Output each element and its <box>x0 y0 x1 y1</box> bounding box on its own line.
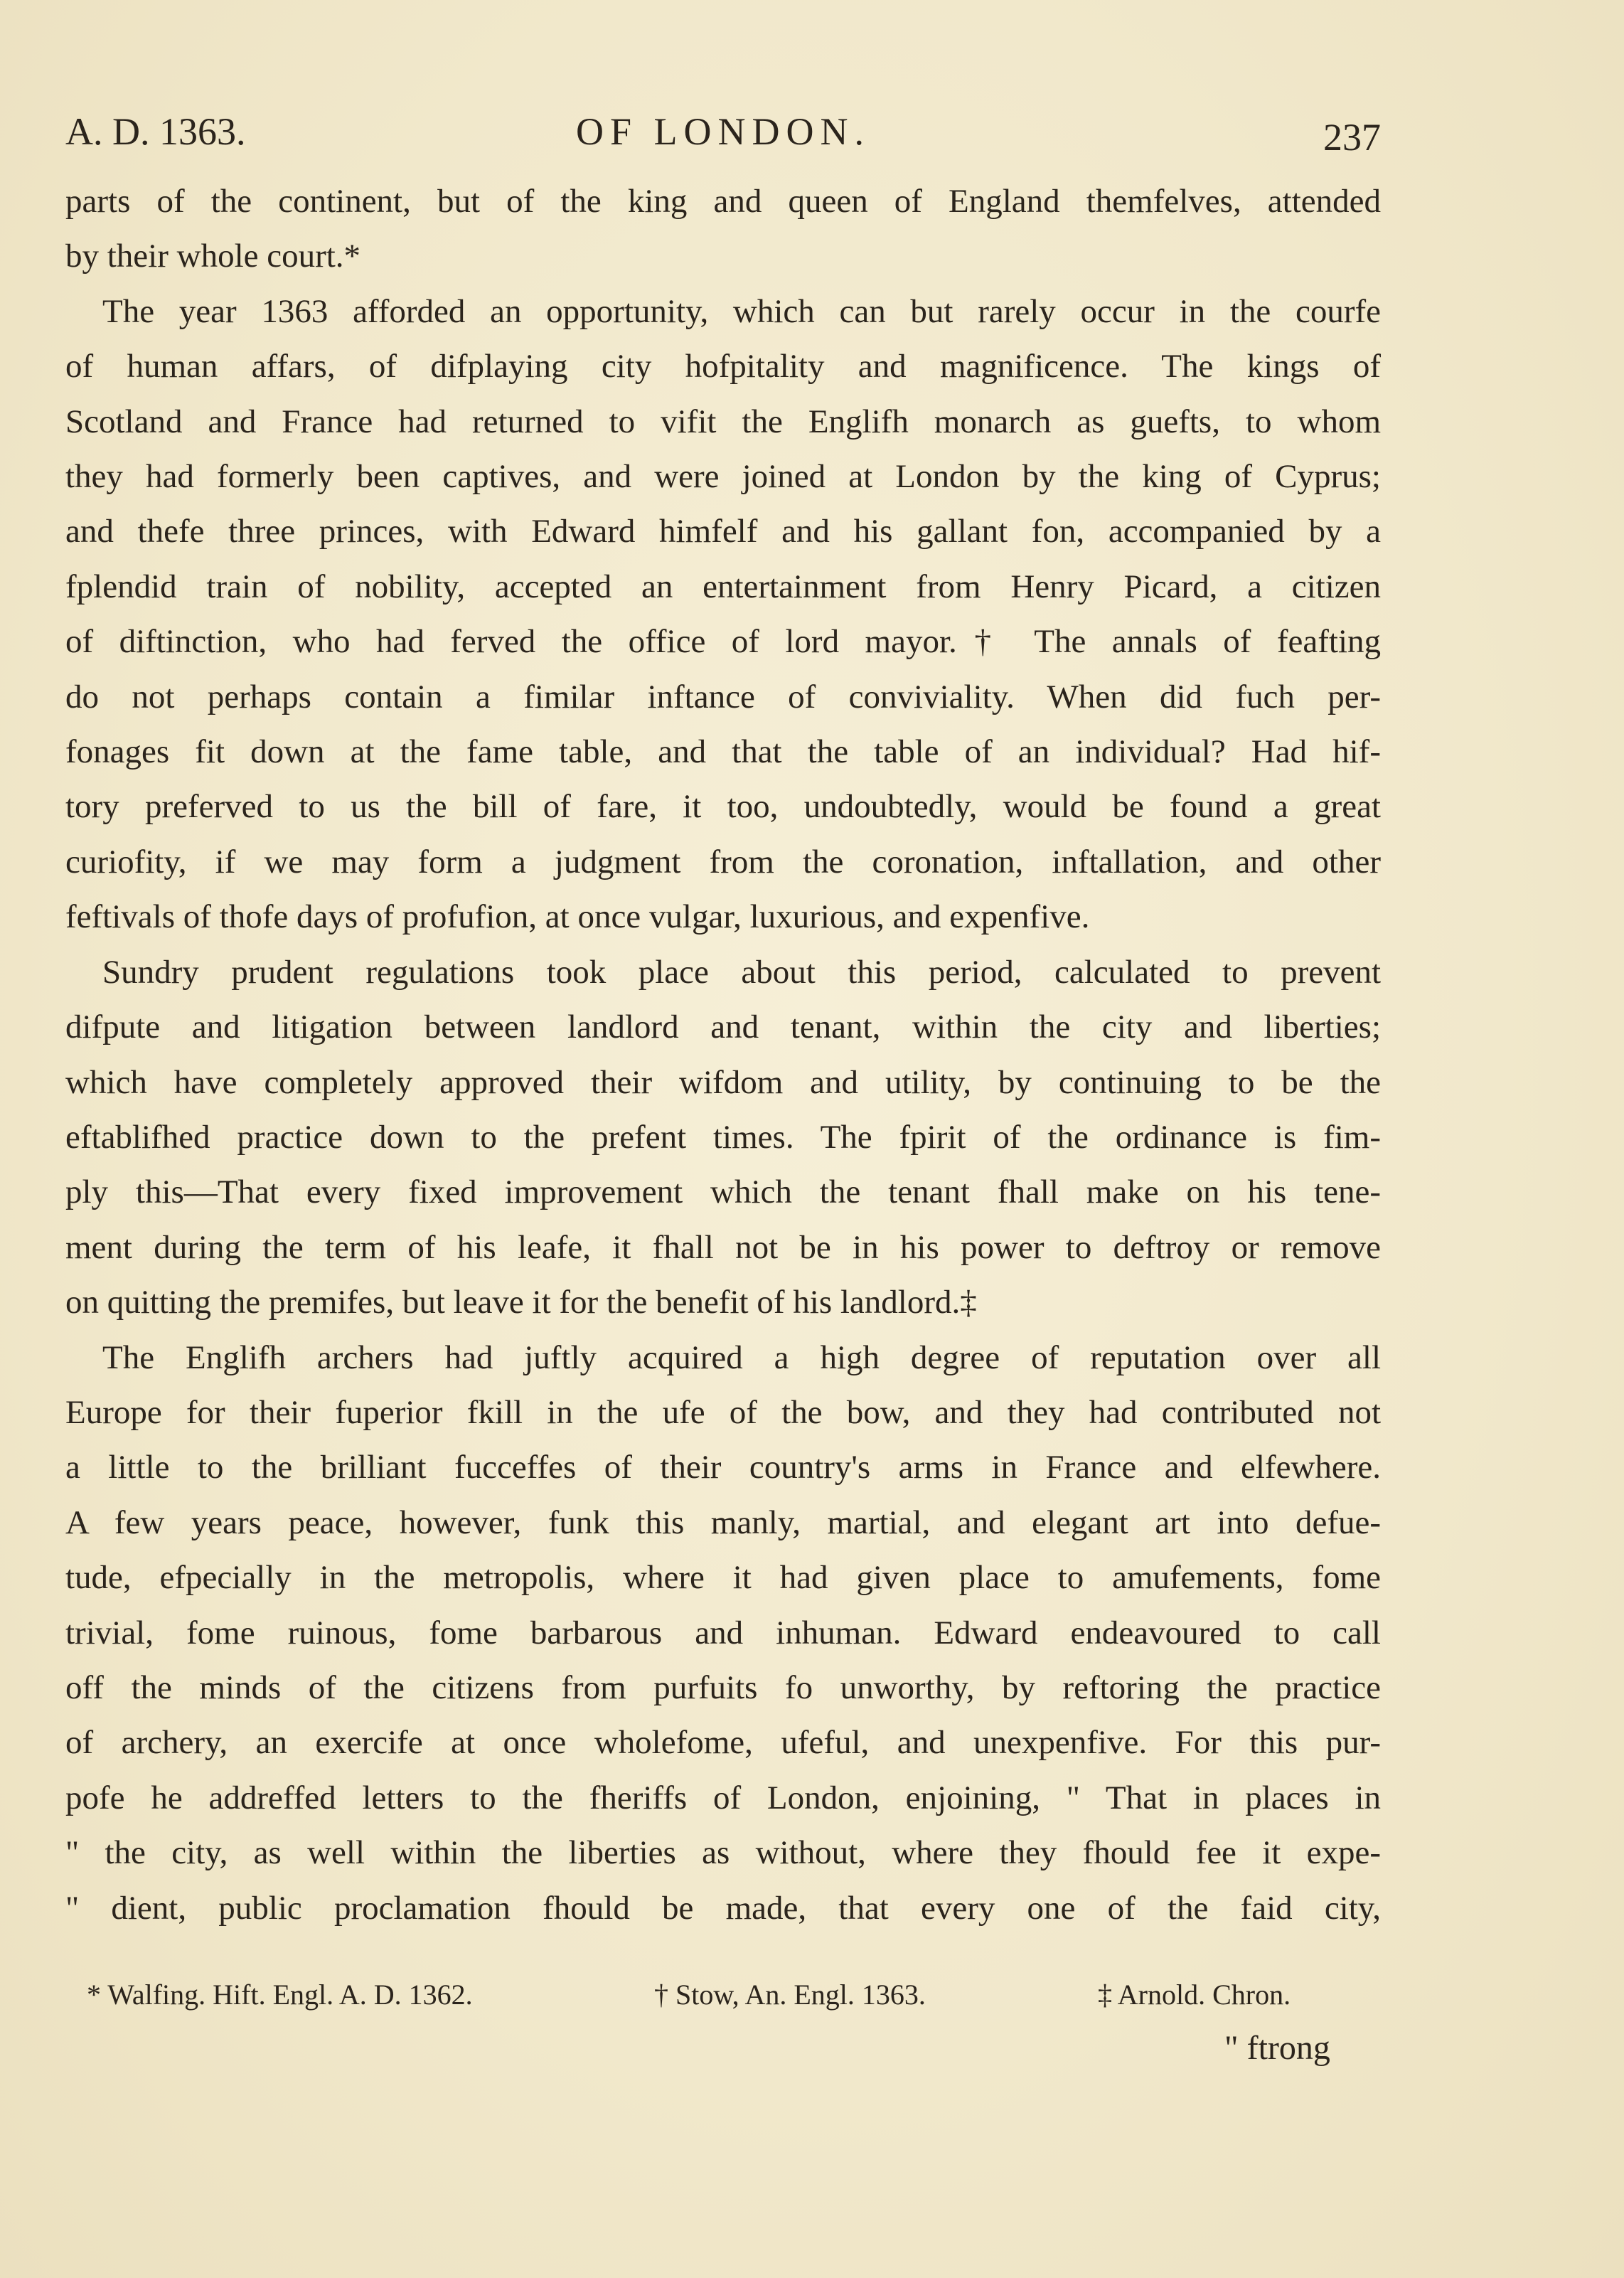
text-line: feftivals of thofe days of profufion, at once vulgar, luxurious, and expenfive. <box>65 898 1090 936</box>
text-line: " dient, public proclamation fhould be made, that every one of the faid city, <box>65 1889 1381 1927</box>
text-line: parts of the continent, but of the king and queen of England themfelves, attended <box>65 183 1381 220</box>
text-line: The year 1363 afforded an opportunity, which can but rarely occur in the courfe <box>102 292 1381 330</box>
text-line: by their whole court.* <box>65 238 361 275</box>
text-line: curiofity, if we may form a judgment from the coronation, inftallation, and other <box>65 843 1381 880</box>
page-number: 237 <box>1323 116 1381 159</box>
header-title: OF LONDON. <box>576 110 870 153</box>
header-year: A. D. 1363. <box>65 110 246 153</box>
text-line: off the minds of the citizens from purfuits fo unworthy, by reftoring the practice <box>65 1668 1381 1706</box>
running-header <box>65 103 1381 160</box>
text-line: eftablifhed practice down to the prefent times. The fpirit of the ordinance is fim- <box>65 1118 1381 1156</box>
footnotes <box>65 1974 1381 2016</box>
text-line: pofe he addreffed letters to the fheriffs of London, enjoining, " That in places in <box>65 1779 1381 1816</box>
text-line: tory preferved to us the bill of fare, it too, undoubtedly, would be found a great <box>65 788 1381 826</box>
text-line: and thefe three princes, with Edward himfelf and his gallant fon, accompanied by a <box>65 513 1381 550</box>
footnote: * Walfing. Hift. Engl. A. D. 1362. <box>87 1979 473 2011</box>
catchword: " ftrong <box>1224 2029 1330 2067</box>
text-line: Sundry prudent regulations took place about this period, calculated to prevent <box>102 953 1381 991</box>
text-line: of archery, an exercife at once wholefome, ufeful, and unexpenfive. For this pur- <box>65 1724 1381 1762</box>
text-line: of human affars, of difplaying city hofpitality and magnificence. The kings of <box>65 348 1381 385</box>
text-line: fonages fit down at the fame table, and that the table of an individual? Had hif- <box>65 733 1381 771</box>
text-line: " the city, as well within the liberties as without, where they fhould fee it expe- <box>65 1834 1381 1872</box>
text-line: fplendid train of nobility, accepted an entertainment from Henry Picard, a citizen <box>65 568 1381 605</box>
text-line: ply this—That every fixed improvement which the tenant fhall make on his tene- <box>65 1173 1381 1211</box>
footnote: ‡ Arnold. Chron. <box>1098 1979 1291 2011</box>
body-text <box>65 174 1381 1936</box>
text-line: they had formerly been captives, and were joined at London by the king of Cyprus; <box>65 458 1381 496</box>
text-line: tude, efpecially in the metropolis, where it had given place to amufements, fome <box>65 1559 1381 1597</box>
text-line: on quitting the premifes, but leave it for the benefit of his landlord.‡ <box>65 1284 977 1321</box>
text-line: which have completely approved their wifdom and utility, by continuing to be the <box>65 1063 1381 1101</box>
text-line: of diftinction, who had ferved the office of lord mayor.† The annals of feafting <box>65 623 1381 661</box>
text-line: Scotland and France had returned to vifit the Englifh monarch as guefts, to whom <box>65 403 1381 440</box>
text-line: difpute and litigation between landlord and tenant, within the city and liberties; <box>65 1008 1381 1046</box>
text-line: ment during the term of his leafe, it fhall not be in his power to deftroy or remove <box>65 1228 1381 1266</box>
text-line: a little to the brilliant fucceffes of their country's arms in France and elfewhere. <box>65 1449 1381 1486</box>
text-line: do not perhaps contain a fimilar inftance of conviviality. When did fuch per- <box>65 678 1381 715</box>
text-line: Europe for their fuperior fkill in the ufe of the bow, and they had contributed not <box>65 1393 1381 1431</box>
text-line: A few years peace, however, funk this manly, martial, and elegant art into defue- <box>65 1503 1381 1541</box>
text-line: trivial, fome ruinous, fome barbarous and inhuman. Edward endeavoured to call <box>65 1614 1381 1651</box>
footnote: † Stow, An. Engl. 1363. <box>654 1979 926 2011</box>
text-line: The Englifh archers had juftly acquired a high degree of reputation over all <box>102 1338 1381 1376</box>
